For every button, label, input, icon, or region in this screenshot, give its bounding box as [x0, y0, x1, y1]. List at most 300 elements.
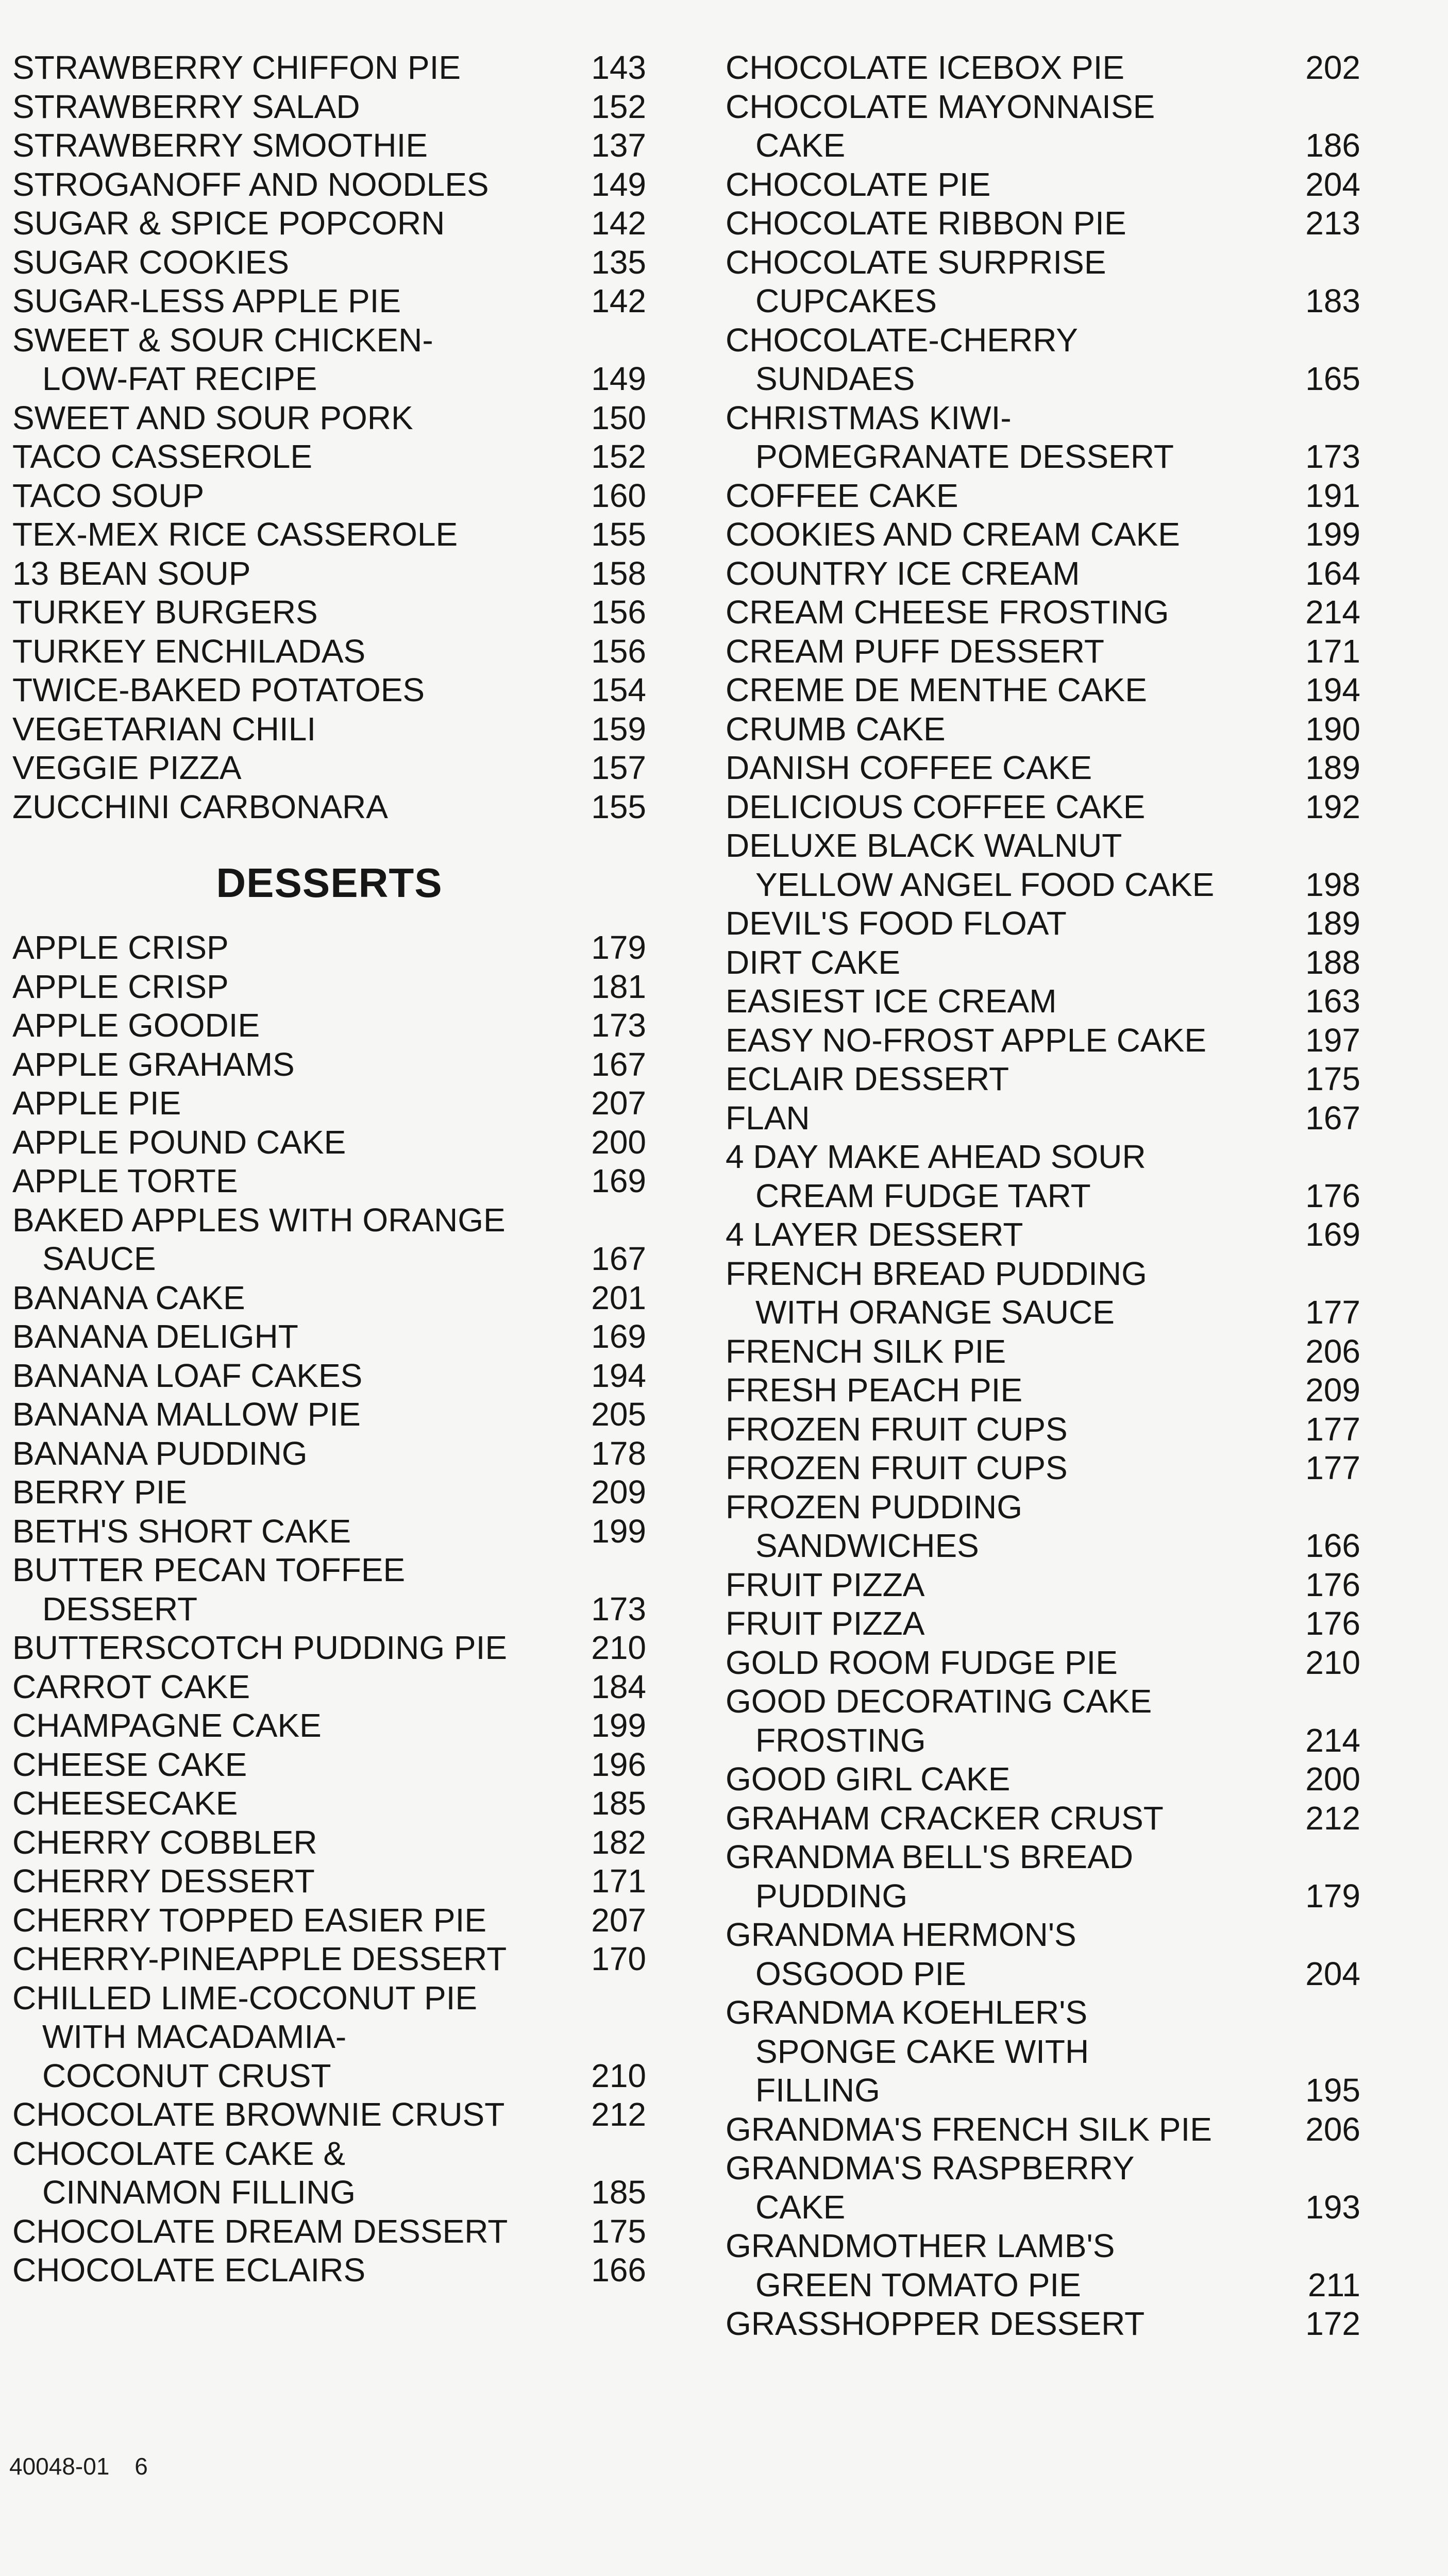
index-entry — [12, 749, 646, 788]
recipe-title: CHOCOLATE ECLAIRS — [12, 2251, 366, 2289]
recipe-title: SPONGE CAKE WITH — [755, 2032, 1089, 2070]
index-entry — [726, 1916, 1360, 1993]
recipe-title: FRUIT PIZZA — [726, 1605, 925, 1642]
page-number: 149 — [591, 360, 646, 397]
page-number: 173 — [591, 1007, 646, 1044]
page-number: 175 — [1305, 1060, 1360, 1097]
page-number: 156 — [591, 594, 646, 631]
recipe-title: BANANA MALLOW PIE — [12, 1396, 361, 1433]
index-entry — [12, 2212, 646, 2251]
recipe-title: FROZEN FRUIT CUPS — [726, 1410, 1068, 1448]
page-number: 169 — [591, 1318, 646, 1355]
recipe-title: CHOCOLATE ICEBOX PIE — [726, 49, 1125, 86]
recipe-title: CHRISTMAS KIWI- — [726, 399, 1012, 436]
page-number: 213 — [1305, 205, 1360, 242]
index-entry — [12, 1123, 646, 1162]
recipe-title: FRUIT PIZZA — [726, 1566, 925, 1603]
recipe-title: CREAM CHEESE FROSTING — [726, 594, 1169, 631]
recipe-title: GRANDMA HERMON'S — [726, 1916, 1076, 1953]
page-number: 164 — [1305, 554, 1360, 592]
index-entry — [12, 1629, 646, 1668]
recipe-title: TACO CASSEROLE — [12, 438, 313, 475]
index-entry — [12, 554, 646, 594]
index-entry — [726, 788, 1360, 827]
index-entry — [12, 88, 646, 127]
page-number: 178 — [591, 1434, 646, 1472]
index-entry — [12, 1084, 646, 1123]
page-number: 202 — [1305, 49, 1360, 86]
recipe-title: SWEET AND SOUR PORK — [12, 399, 413, 436]
page-number: 181 — [591, 968, 646, 1005]
recipe-title: COOKIES AND CREAM CAKE — [726, 516, 1180, 553]
recipe-title: BANANA LOAF CAKES — [12, 1357, 363, 1394]
page-number: 199 — [591, 1707, 646, 1744]
index-entry — [726, 826, 1360, 904]
index-entry — [726, 2304, 1360, 2344]
index-entry — [12, 1551, 646, 1629]
recipe-title: FRESH PEACH PIE — [726, 1371, 1023, 1409]
index-entry — [726, 1215, 1360, 1255]
index-entry — [12, 477, 646, 516]
index-entry — [726, 1760, 1360, 1799]
recipe-title: CHOCOLATE SURPRISE — [726, 243, 1106, 281]
recipe-title: COCONUT CRUST — [42, 2057, 331, 2094]
index-entry — [12, 243, 646, 282]
recipe-title: COFFEE CAKE — [726, 477, 958, 514]
index-entry — [12, 1279, 646, 1318]
page-number: 167 — [591, 1240, 646, 1277]
page-number: 137 — [591, 127, 646, 164]
page-number: 204 — [1305, 1955, 1360, 1992]
footer-page-number: 6 — [134, 2453, 148, 2480]
page-number: 191 — [1305, 477, 1360, 514]
page-number: 194 — [1305, 671, 1360, 708]
index-column-right — [726, 48, 1360, 2344]
recipe-title: CHILLED LIME-COCONUT PIE — [12, 1979, 478, 2016]
page-number: 169 — [1305, 1216, 1360, 1253]
recipe-title: FROZEN PUDDING — [726, 1488, 1022, 1526]
recipe-title: DESSERT — [42, 1590, 198, 1628]
index-entry — [726, 165, 1360, 205]
index-entry — [726, 48, 1360, 88]
index-entry — [12, 1706, 646, 1745]
page-number: 206 — [1305, 2110, 1360, 2148]
recipe-title: DEVIL'S FOOD FLOAT — [726, 905, 1067, 942]
recipe-title: CHERRY COBBLER — [12, 1823, 317, 1861]
index-entry — [12, 1668, 646, 1707]
recipe-title: DELICIOUS COFFEE CAKE — [726, 788, 1146, 825]
recipe-list-desserts-continued — [726, 48, 1360, 2344]
page-number: 206 — [1305, 1332, 1360, 1370]
page-number: 188 — [1305, 943, 1360, 981]
recipe-title: COUNTRY ICE CREAM — [726, 554, 1080, 592]
page-number: 171 — [1305, 632, 1360, 670]
page-number: 209 — [591, 1473, 646, 1511]
recipe-title: GRANDMOTHER LAMB'S — [726, 2227, 1115, 2264]
recipe-title: CHOCOLATE RIBBON PIE — [726, 205, 1126, 242]
page-number: 175 — [591, 2212, 646, 2250]
index-entry — [12, 399, 646, 438]
index-entry — [12, 437, 646, 477]
index-entry — [12, 1784, 646, 1823]
recipe-title: CAKE — [755, 2188, 846, 2226]
index-entry — [726, 1604, 1360, 1643]
page-number: 199 — [1305, 516, 1360, 553]
page-number: 198 — [1305, 866, 1360, 903]
page-number: 167 — [591, 1045, 646, 1083]
page-number: 192 — [1305, 788, 1360, 825]
page-number: 214 — [1305, 594, 1360, 631]
page-number: 150 — [591, 399, 646, 436]
recipe-title: GOLD ROOM FUDGE PIE — [726, 1643, 1118, 1681]
recipe-title: GOOD DECORATING CAKE — [726, 1683, 1152, 1720]
recipe-title: GOOD GIRL CAKE — [726, 1760, 1011, 1798]
index-entry — [726, 1371, 1360, 1410]
page-number: 210 — [1305, 1643, 1360, 1681]
index-entry — [12, 515, 646, 554]
recipe-title: APPLE GRAHAMS — [12, 1045, 295, 1083]
page-number: 200 — [591, 1123, 646, 1161]
recipe-title: 13 BEAN SOUP — [12, 554, 251, 592]
section-heading-desserts: DESSERTS — [216, 860, 443, 906]
index-entry — [726, 399, 1360, 477]
page-number: 177 — [1305, 1294, 1360, 1331]
recipe-title: CINNAMON FILLING — [42, 2174, 356, 2211]
recipe-title: CHEESE CAKE — [12, 1745, 247, 1783]
recipe-title: GRAHAM CRACKER CRUST — [726, 1799, 1164, 1837]
recipe-title: BETH'S SHORT CAKE — [12, 1512, 351, 1550]
page-number: 204 — [1305, 165, 1360, 203]
page-number: 189 — [1305, 749, 1360, 786]
recipe-title: APPLE POUND CAKE — [12, 1123, 346, 1161]
recipe-title: CHERRY-PINEAPPLE DESSERT — [12, 1940, 507, 1977]
index-entry — [12, 1201, 646, 1279]
page-number: 185 — [591, 1785, 646, 1822]
recipe-title: CHOCOLATE MAYONNAISE — [726, 88, 1155, 125]
recipe-title: SUGAR COOKIES — [12, 243, 289, 281]
page-number: 184 — [591, 1668, 646, 1705]
recipe-title: VEGETARIAN CHILI — [12, 710, 316, 748]
recipe-title: SAUCE — [42, 1240, 156, 1277]
recipe-title: CHERRY TOPPED EASIER PIE — [12, 1901, 487, 1939]
recipe-title: BERRY PIE — [12, 1473, 188, 1511]
page-number: 205 — [591, 1396, 646, 1433]
index-entry — [726, 2149, 1360, 2227]
recipe-title: TURKEY BURGERS — [12, 594, 318, 631]
recipe-title: CHOCOLATE-CHERRY — [726, 321, 1078, 359]
recipe-title: GRANDMA'S FRENCH SILK PIE — [726, 2110, 1212, 2148]
index-entry — [726, 554, 1360, 594]
recipe-title: CARROT CAKE — [12, 1668, 250, 1705]
page-number: 135 — [591, 243, 646, 281]
page-number: 189 — [1305, 905, 1360, 942]
index-entry — [12, 1317, 646, 1357]
index-entry — [12, 2134, 646, 2212]
recipe-title: BUTTER PECAN TOFFEE — [12, 1551, 406, 1588]
index-entry — [726, 1255, 1360, 1332]
index-entry — [12, 1862, 646, 1901]
recipe-title: GRANDMA'S RASPBERRY — [726, 2149, 1135, 2187]
recipe-title: CREAM PUFF DESSERT — [726, 632, 1104, 670]
page-number: 172 — [1305, 2305, 1360, 2342]
recipe-title: ECLAIR DESSERT — [726, 1060, 1009, 1097]
index-entry — [12, 1162, 646, 1201]
page-number: 163 — [1305, 982, 1360, 1020]
index-entry — [12, 1512, 646, 1551]
index-entry — [12, 204, 646, 243]
recipe-title: SUGAR & SPICE POPCORN — [12, 205, 445, 242]
index-entry — [726, 904, 1360, 943]
page-number: 194 — [591, 1357, 646, 1394]
index-entry — [12, 1045, 646, 1084]
index-entry — [726, 710, 1360, 749]
index-entry — [12, 671, 646, 710]
page-number: 201 — [591, 1279, 646, 1316]
index-entry — [12, 1395, 646, 1434]
page-number: 209 — [1305, 1371, 1360, 1409]
index-entry — [726, 1682, 1360, 1760]
index-entry — [726, 2110, 1360, 2149]
index-entry — [12, 1940, 646, 1979]
recipe-title: CRUMB CAKE — [726, 710, 946, 748]
page-number: 212 — [591, 2096, 646, 2133]
recipe-title: FROZEN FRUIT CUPS — [726, 1449, 1068, 1486]
recipe-title: WITH MACADAMIA- — [42, 2018, 347, 2055]
recipe-title: 4 LAYER DESSERT — [726, 1216, 1023, 1253]
index-entry — [726, 321, 1360, 399]
recipe-title: FRENCH SILK PIE — [726, 1332, 1006, 1370]
page-number: 179 — [591, 929, 646, 966]
recipe-title: SWEET & SOUR CHICKEN- — [12, 321, 433, 359]
recipe-title: SANDWICHES — [755, 1527, 979, 1564]
recipe-title: CHAMPAGNE CAKE — [12, 1707, 322, 1744]
page-number: 143 — [591, 49, 646, 86]
recipe-title: 4 DAY MAKE AHEAD SOUR — [726, 1138, 1146, 1175]
index-entry — [726, 982, 1360, 1021]
page-number: 171 — [591, 1862, 646, 1900]
recipe-list-main-dishes — [12, 48, 646, 826]
index-entry — [12, 593, 646, 632]
recipe-title: APPLE PIE — [12, 1084, 181, 1122]
recipe-title: APPLE TORTE — [12, 1162, 238, 1199]
recipe-title: SUNDAES — [755, 360, 915, 397]
recipe-title: EASY NO-FROST APPLE CAKE — [726, 1021, 1207, 1059]
index-entry — [12, 282, 646, 321]
index-entry — [726, 1993, 1360, 2110]
index-entry — [12, 1434, 646, 1473]
index-entry — [12, 2095, 646, 2134]
recipe-title: CHEESECAKE — [12, 1785, 238, 1822]
recipe-title: POMEGRANATE DESSERT — [755, 438, 1174, 475]
index-entry — [12, 126, 646, 165]
recipe-title: SUGAR-LESS APPLE PIE — [12, 282, 401, 319]
index-entry — [726, 1566, 1360, 1605]
page-number: 200 — [1305, 1760, 1360, 1798]
recipe-title: GRASSHOPPER DESSERT — [726, 2305, 1145, 2342]
page-number: 211 — [1307, 2266, 1360, 2303]
page-number: 152 — [591, 88, 646, 125]
index-entry — [726, 477, 1360, 516]
recipe-title: BUTTERSCOTCH PUDDING PIE — [12, 1629, 508, 1666]
page-footer — [9, 2452, 148, 2480]
page-number: 166 — [591, 2251, 646, 2289]
recipe-title: BANANA PUDDING — [12, 1434, 308, 1472]
recipe-title: FROSTING — [755, 1721, 926, 1759]
page-number: 142 — [591, 282, 646, 319]
recipe-title: WITH ORANGE SAUCE — [755, 1294, 1115, 1331]
recipe-title: APPLE CRISP — [12, 929, 229, 966]
index-column-left — [12, 48, 646, 2290]
index-entry — [726, 204, 1360, 243]
page-number: 199 — [591, 1512, 646, 1550]
page-number: 179 — [1305, 1877, 1360, 1914]
recipe-title: LOW-FAT RECIPE — [42, 360, 317, 397]
recipe-title: BANANA CAKE — [12, 1279, 245, 1316]
recipe-title: STRAWBERRY CHIFFON PIE — [12, 49, 461, 86]
index-entry — [726, 632, 1360, 671]
index-entry — [12, 1745, 646, 1785]
recipe-title: DANISH COFFEE CAKE — [726, 749, 1092, 786]
index-entry — [726, 2227, 1360, 2304]
index-entry — [726, 1488, 1360, 1566]
page-number: 210 — [591, 1629, 646, 1666]
page-number: 210 — [591, 2057, 646, 2094]
page-number: 170 — [591, 1940, 646, 1977]
page-number: 142 — [591, 205, 646, 242]
index-entry — [726, 1021, 1360, 1060]
page-number: 156 — [591, 632, 646, 670]
index-entry — [726, 1099, 1360, 1138]
index-entry — [12, 1823, 646, 1862]
page-number: 207 — [591, 1901, 646, 1939]
page-number: 160 — [591, 477, 646, 514]
recipe-title: VEGGIE PIZZA — [12, 749, 242, 786]
page-number: 176 — [1305, 1566, 1360, 1603]
page-number: 176 — [1305, 1177, 1360, 1214]
recipe-title: GRANDMA KOEHLER'S — [726, 1994, 1088, 2031]
recipe-title: BAKED APPLES WITH ORANGE — [12, 1201, 506, 1239]
recipe-title: FILLING — [755, 2072, 880, 2109]
page-number: 152 — [591, 438, 646, 475]
recipe-title: TWICE-BAKED POTATOES — [12, 671, 425, 708]
index-entry — [12, 321, 646, 399]
recipe-title: CHOCOLATE PIE — [726, 165, 991, 203]
page-number: 190 — [1305, 710, 1360, 748]
page-number: 157 — [591, 749, 646, 786]
recipe-title: CHOCOLATE CAKE & — [12, 2134, 346, 2172]
recipe-title: EASIEST ICE CREAM — [726, 982, 1057, 1020]
index-entry — [726, 1332, 1360, 1371]
index-entry — [12, 1357, 646, 1396]
index-entry — [12, 1006, 646, 1045]
index-entry — [726, 1643, 1360, 1683]
recipe-title: CHOCOLATE DREAM DESSERT — [12, 2212, 508, 2250]
recipe-title: CHOCOLATE BROWNIE CRUST — [12, 2096, 505, 2133]
page-number: 173 — [591, 1590, 646, 1628]
recipe-title: BANANA DELIGHT — [12, 1318, 298, 1355]
page-number: 176 — [1305, 1605, 1360, 1642]
index-entry — [12, 2251, 646, 2290]
index-entry — [726, 1449, 1360, 1488]
page-number: 154 — [591, 671, 646, 708]
recipe-title: FLAN — [726, 1099, 810, 1137]
recipe-title: CAKE — [755, 127, 846, 164]
index-entry — [12, 1901, 646, 1940]
page-number: 186 — [1305, 127, 1360, 164]
recipe-title: STROGANOFF AND NOODLES — [12, 165, 489, 203]
page-number: 169 — [591, 1162, 646, 1199]
recipe-title: OSGOOD PIE — [755, 1955, 966, 1992]
index-entry — [12, 788, 646, 827]
index-entry — [726, 671, 1360, 710]
index-entry — [726, 749, 1360, 788]
page-number: 173 — [1305, 438, 1360, 475]
index-entry — [726, 243, 1360, 321]
recipe-title: GRANDMA BELL'S BREAD — [726, 1838, 1134, 1875]
recipe-title: PUDDING — [755, 1877, 908, 1914]
index-entry — [12, 1473, 646, 1512]
index-entry — [12, 165, 646, 205]
index-entry — [726, 515, 1360, 554]
recipe-title: STRAWBERRY SMOOTHIE — [12, 127, 428, 164]
footer-code: 40048-01 — [9, 2453, 110, 2480]
page-number: 155 — [591, 788, 646, 825]
recipe-title: APPLE CRISP — [12, 968, 229, 1005]
recipe-title: CUPCAKES — [755, 282, 937, 319]
index-entry — [726, 1060, 1360, 1099]
index-entry — [726, 1138, 1360, 1215]
page-number: 185 — [591, 2174, 646, 2211]
index-entry — [12, 48, 646, 88]
recipe-title: STRAWBERRY SALAD — [12, 88, 360, 125]
page-number: 158 — [591, 554, 646, 592]
page-number: 197 — [1305, 1021, 1360, 1059]
page-number: 195 — [1305, 2072, 1360, 2109]
page-number: 214 — [1305, 1721, 1360, 1759]
recipe-title: APPLE GOODIE — [12, 1007, 260, 1044]
index-entry — [12, 928, 646, 968]
recipe-title: CREAM FUDGE TART — [755, 1177, 1091, 1214]
index-entry — [726, 1410, 1360, 1449]
index-entry — [726, 943, 1360, 982]
index-entry — [726, 1838, 1360, 1916]
page-number: 166 — [1305, 1527, 1360, 1564]
page-number: 183 — [1305, 282, 1360, 319]
page-number: 177 — [1305, 1449, 1360, 1486]
index-entry — [12, 632, 646, 671]
page-number: 177 — [1305, 1410, 1360, 1448]
recipe-title: CHERRY DESSERT — [12, 1862, 315, 1900]
index-entry — [726, 593, 1360, 632]
index-entry — [726, 1799, 1360, 1838]
page-number: 165 — [1305, 360, 1360, 397]
page-number: 193 — [1305, 2188, 1360, 2226]
recipe-title: GREEN TOMATO PIE — [755, 2266, 1081, 2303]
page-number: 159 — [591, 710, 646, 748]
recipe-title: ZUCCHINI CARBONARA — [12, 788, 388, 825]
page-number: 182 — [591, 1823, 646, 1861]
recipe-title: FRENCH BREAD PUDDING — [726, 1255, 1147, 1292]
page-number: 167 — [1305, 1099, 1360, 1137]
recipe-title: DIRT CAKE — [726, 943, 901, 981]
index-entry — [12, 968, 646, 1007]
index-entry — [726, 88, 1360, 165]
page-number: 212 — [1305, 1799, 1360, 1837]
page-number: 149 — [591, 165, 646, 203]
page-number: 155 — [591, 516, 646, 553]
index-entry — [12, 1979, 646, 2096]
page-number: 196 — [591, 1745, 646, 1783]
